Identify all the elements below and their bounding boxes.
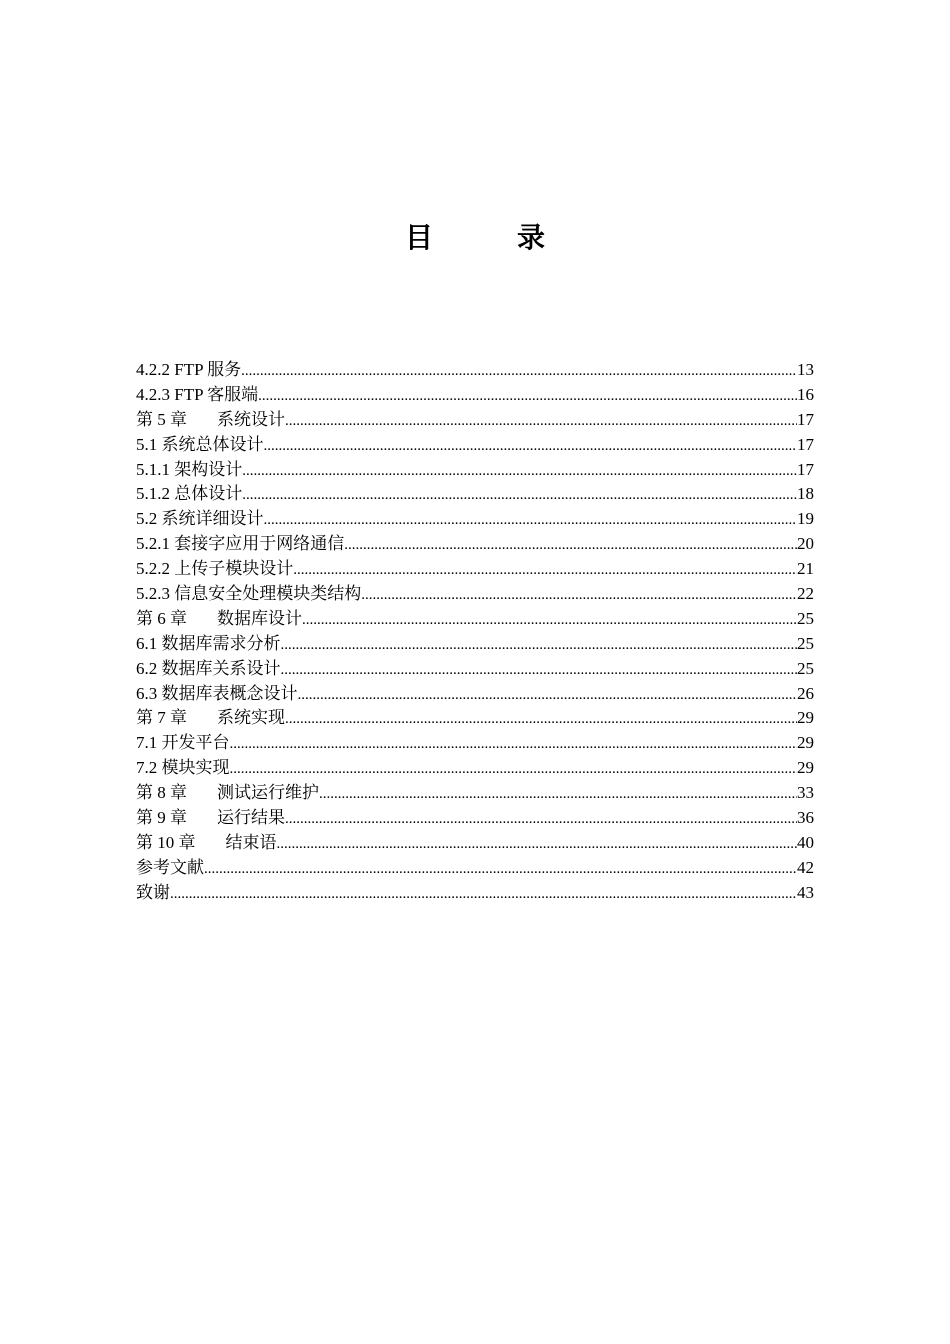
toc-leader-dots	[204, 857, 797, 882]
toc-chapter-entry[interactable]	[136, 706, 814, 731]
toc-entry-page: 25	[797, 658, 814, 678]
toc-entry-page: 33	[797, 783, 814, 803]
toc-leader-dots	[277, 832, 798, 857]
toc-leader-dots	[361, 583, 797, 608]
toc-chapter-entry[interactable]	[136, 806, 814, 831]
toc-chapter-number: 第 5 章	[136, 409, 187, 429]
toc-chapter-number: 第 6 章	[136, 608, 187, 628]
toc-leader-dots	[285, 409, 797, 434]
toc-chapter-entry[interactable]	[136, 781, 814, 806]
toc-leader-dots	[285, 707, 797, 732]
toc-entry[interactable]	[136, 582, 814, 607]
toc-entry-title	[136, 607, 302, 632]
toc-entry[interactable]	[136, 358, 814, 383]
toc-leader-dots	[344, 533, 797, 558]
toc-entry[interactable]	[136, 632, 814, 657]
toc-entry-page: 42	[797, 857, 814, 877]
toc-entry-label: 数据库设计	[217, 608, 302, 628]
toc-entry-label: 6.3 数据库表概念设计	[136, 683, 298, 703]
toc-entry-title	[136, 706, 285, 731]
toc-entry-label: 测试运行维护	[217, 783, 319, 803]
toc-entry-label: 6.2 数据库关系设计	[136, 658, 281, 678]
toc-entry-page: 25	[797, 633, 814, 653]
toc-entry-page: 16	[797, 384, 814, 404]
table-of-contents	[136, 358, 814, 906]
toc-entry-title	[136, 831, 277, 856]
toc-leader-dots	[258, 384, 797, 409]
toc-entry-page: 29	[797, 708, 814, 728]
toc-entry-label: 5.2 系统详细设计	[136, 509, 264, 529]
toc-entry[interactable]	[136, 731, 814, 756]
toc-entry-page: 20	[797, 534, 814, 554]
toc-leader-dots	[230, 757, 798, 782]
toc-entry-label: 5.2.2 上传子模块设计	[136, 559, 294, 579]
toc-entry-label: 4.2.3 FTP 客服端	[136, 384, 259, 404]
toc-leader-dots	[170, 882, 797, 907]
toc-entry[interactable]	[136, 383, 814, 408]
toc-entry-page: 17	[797, 434, 814, 454]
toc-entry-page: 29	[797, 758, 814, 778]
toc-entry-page: 17	[797, 409, 814, 429]
toc-entry-label: 4.2.2 FTP 服务	[136, 360, 242, 379]
toc-entry-page: 22	[797, 584, 814, 604]
toc-leader-dots	[293, 558, 797, 583]
toc-entry-title	[136, 408, 285, 433]
toc-entry-page: 40	[797, 832, 814, 852]
toc-entry-label: 5.1.2 总体设计	[136, 484, 243, 504]
toc-leader-dots	[264, 508, 798, 533]
toc-chapter-number: 第 7 章	[136, 708, 187, 728]
toc-entry[interactable]	[136, 682, 814, 707]
toc-entry[interactable]	[136, 507, 814, 532]
toc-entry-page: 18	[797, 484, 814, 504]
toc-leader-dots	[281, 633, 798, 658]
toc-leader-dots	[241, 359, 797, 384]
toc-entry-label: 5.1.1 架构设计	[136, 459, 243, 479]
toc-entry[interactable]	[136, 881, 814, 906]
toc-entry-label: 结束语	[225, 832, 277, 852]
toc-entry[interactable]	[136, 532, 814, 557]
toc-entry-label: 参考文献	[136, 857, 204, 877]
toc-leader-dots	[242, 459, 797, 484]
toc-leader-dots	[281, 658, 798, 683]
toc-entry-page: 26	[797, 683, 814, 703]
toc-leader-dots	[285, 807, 797, 832]
toc-chapter-entry[interactable]	[136, 408, 814, 433]
toc-entry[interactable]	[136, 657, 814, 682]
toc-entry[interactable]	[136, 458, 814, 483]
toc-entry-label: 7.2 模块实现	[136, 758, 230, 778]
toc-entry-label: 5.2.1 套接字应用于网络通信	[136, 534, 345, 554]
toc-entry-page: 25	[797, 608, 814, 628]
toc-chapter-entry[interactable]	[136, 831, 814, 856]
toc-entry-page: 21	[797, 559, 814, 579]
toc-entry[interactable]	[136, 482, 814, 507]
toc-entry-page: 19	[797, 509, 814, 529]
toc-entry-title	[136, 806, 285, 831]
toc-leader-dots	[302, 608, 797, 633]
toc-leader-dots	[264, 434, 798, 459]
toc-entry-label: 6.1 数据库需求分析	[136, 633, 281, 653]
toc-entry-page: 13	[797, 360, 814, 379]
toc-entry-title	[136, 781, 319, 806]
toc-chapter-entry[interactable]	[136, 607, 814, 632]
toc-entry[interactable]	[136, 756, 814, 781]
toc-chapter-number: 第 9 章	[136, 808, 187, 828]
toc-chapter-number: 第 8 章	[136, 783, 187, 803]
toc-entry[interactable]	[136, 433, 814, 458]
toc-chapter-number: 第 10 章	[136, 832, 196, 852]
toc-entry-page: 43	[797, 882, 814, 902]
toc-entry-label: 5.1 系统总体设计	[136, 434, 264, 454]
toc-leader-dots	[230, 732, 798, 757]
toc-entry-label: 系统实现	[217, 708, 285, 728]
toc-entry[interactable]	[136, 856, 814, 881]
toc-entry-label: 5.2.3 信息安全处理模块类结构	[136, 584, 362, 604]
toc-entry-label: 7.1 开发平台	[136, 733, 230, 753]
toc-entry[interactable]	[136, 557, 814, 582]
toc-leader-dots	[298, 683, 798, 708]
toc-entry-label: 系统设计	[217, 409, 285, 429]
toc-entry-page: 17	[797, 459, 814, 479]
toc-entry-label: 致谢	[136, 882, 170, 902]
toc-leader-dots	[319, 782, 797, 807]
page-title: 目 录	[404, 221, 573, 254]
toc-entry-page: 29	[797, 733, 814, 753]
toc-entry-label: 运行结果	[217, 808, 285, 828]
toc-entry-page: 36	[797, 808, 814, 828]
toc-leader-dots	[242, 483, 797, 508]
